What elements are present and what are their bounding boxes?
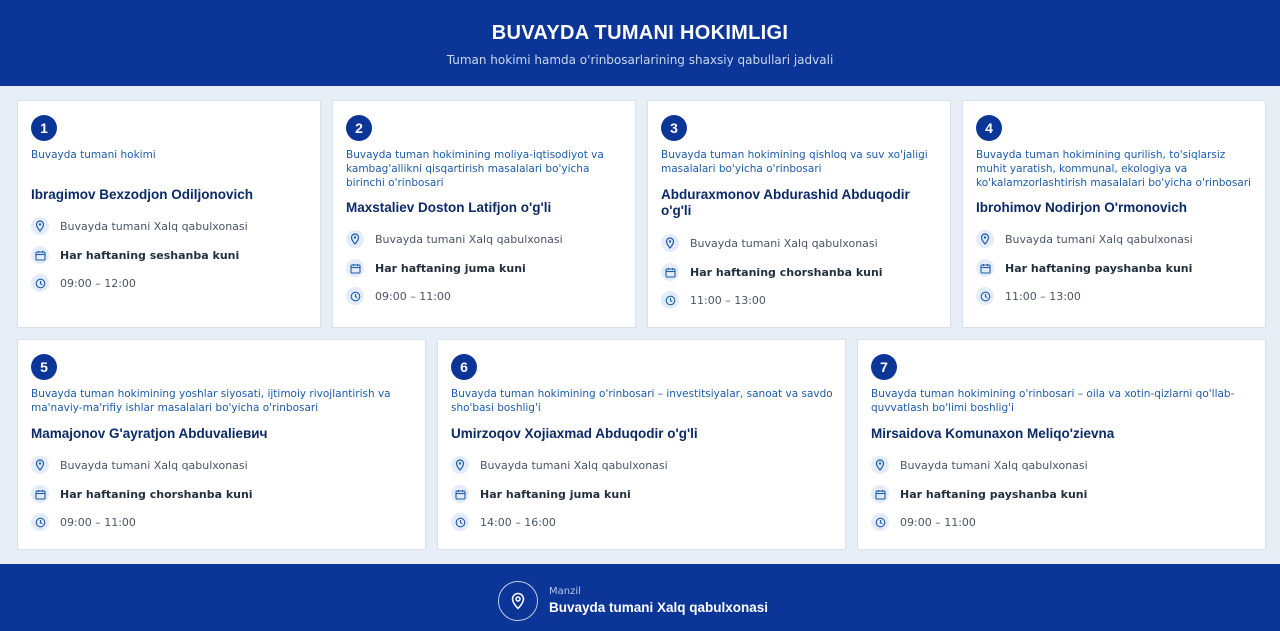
- official-name: Maxstaliev Doston Latifjon o'g'li: [346, 200, 552, 215]
- calendar-icon: [871, 485, 889, 503]
- location-row: [451, 456, 833, 474]
- card-number-badge: 1: [31, 115, 57, 141]
- clock-icon: [661, 291, 679, 309]
- calendar-icon: [976, 259, 994, 277]
- location-text: Buvayda tumani Xalq qabulxonasi: [900, 458, 1088, 472]
- page-footer: [0, 564, 1280, 631]
- day-row: [346, 259, 623, 277]
- time-text: 09:00 – 11:00: [60, 515, 136, 529]
- time-row: [346, 287, 623, 305]
- location-text: Buvayda tumani Xalq qabulxonasi: [60, 219, 248, 233]
- official-role: Buvayda tuman hokimining qurilish, to'siqlarsiz muhit yaratish, kommunal, ekologiya va ko'kalamzorlashtirish masalalari bo'yicha o'rinbosari: [976, 149, 1251, 189]
- clock-icon: [976, 287, 994, 305]
- time-text: 11:00 – 13:00: [1005, 289, 1081, 303]
- address-text: Buvayda tumani Xalq qabulxonasi: [549, 600, 769, 615]
- location-text: Buvayda tumani Xalq qabulxonasi: [60, 458, 248, 472]
- location-row: [31, 217, 308, 235]
- clock-icon: [346, 287, 364, 305]
- location-row: [871, 456, 1253, 474]
- page-header: [0, 0, 1280, 86]
- official-name: Ibragimov Bexzodjon Odiljonovich: [31, 187, 254, 202]
- day-row: [871, 485, 1253, 503]
- location-row: [346, 230, 623, 248]
- day-text: Har haftaning juma kuni: [375, 261, 526, 275]
- map-pin-icon: [498, 581, 538, 621]
- time-text: 14:00 – 16:00: [480, 515, 556, 529]
- official-role: Buvayda tuman hokimining o'rinbosari – oila va xotin-qizlarni qo'llab-quvvatlash bo'limi boshlig'i: [871, 388, 1235, 414]
- official-card: [332, 100, 636, 328]
- calendar-icon: [451, 485, 469, 503]
- map-pin-icon: [346, 230, 364, 248]
- official-card: [437, 339, 846, 550]
- official-card: [17, 100, 321, 328]
- official-role: Buvayda tuman hokimining qishloq va suv xo'jaligi masalalari bo'yicha o'rinbosari: [661, 149, 928, 175]
- day-row: [661, 263, 938, 281]
- card-number-badge: 3: [661, 115, 687, 141]
- clock-icon: [31, 513, 49, 531]
- time-row: [976, 287, 1253, 305]
- day-row: [976, 259, 1253, 277]
- time-row: [871, 513, 1253, 531]
- map-pin-icon: [976, 230, 994, 248]
- day-text: Har haftaning seshanba kuni: [60, 248, 240, 262]
- day-row: [31, 485, 413, 503]
- clock-icon: [31, 274, 49, 292]
- official-role: Buvayda tuman hokimining yoshlar siyosati, ijtimoiy rivojlantirish va ma'naviy-ma'rifiy ishlar masalalari bo'yicha o'rinbosari: [31, 388, 391, 414]
- map-pin-icon: [661, 234, 679, 252]
- time-text: 11:00 – 13:00: [690, 293, 766, 307]
- day-row: [451, 485, 833, 503]
- location-text: Buvayda tumani Xalq qabulxonasi: [480, 458, 668, 472]
- time-text: 09:00 – 11:00: [900, 515, 976, 529]
- time-text: 09:00 – 12:00: [60, 276, 136, 290]
- official-role: Buvayda tumani hokimi: [31, 149, 156, 161]
- location-row: [661, 234, 938, 252]
- location-text: Buvayda tumani Xalq qabulxonasi: [690, 236, 878, 250]
- official-name: Abduraxmonov Abdurashid Abduqodir o'g'li: [661, 187, 910, 218]
- location-text: Buvayda tumani Xalq qabulxonasi: [1005, 232, 1193, 246]
- official-card: [647, 100, 951, 328]
- card-number-badge: 6: [451, 354, 477, 380]
- official-card: [962, 100, 1266, 328]
- day-row: [31, 246, 308, 264]
- day-text: Har haftaning payshanba kuni: [1005, 261, 1193, 275]
- card-number-badge: 4: [976, 115, 1002, 141]
- time-row: [451, 513, 833, 531]
- location-row: [976, 230, 1253, 248]
- clock-icon: [451, 513, 469, 531]
- location-text: Buvayda tumani Xalq qabulxonasi: [375, 232, 563, 246]
- address-label: Manzil: [549, 586, 581, 597]
- day-text: Har haftaning chorshanba kuni: [60, 487, 253, 501]
- page-subtitle: Tuman hokimi hamda o'rinbosarlarining shaxsiy qabullari jadvali: [446, 53, 834, 67]
- official-role: Buvayda tuman hokimining o'rinbosari – investitsiyalar, sanoat va savdo sho'basi boshlig'i: [451, 388, 833, 414]
- official-name: Mamajonov G'ayratjon Abduvaliевич: [31, 426, 268, 441]
- map-pin-icon: [871, 456, 889, 474]
- official-name: Umirzoqov Xojiaxmad Abduqodir o'g'li: [451, 426, 698, 441]
- clock-icon: [871, 513, 889, 531]
- official-card: [17, 339, 426, 550]
- day-text: Har haftaning chorshanba kuni: [690, 265, 883, 279]
- official-name: Mirsaidova Komunaxon Meliqo'zievna: [871, 426, 1115, 441]
- time-row: [661, 291, 938, 309]
- official-role: Buvayda tuman hokimining moliya-iqtisodiyot va kambag'allikni qisqartirish masalalari bo'yicha birinchi o'rinbosari: [346, 149, 604, 189]
- map-pin-icon: [451, 456, 469, 474]
- map-pin-icon: [31, 217, 49, 235]
- time-row: [31, 274, 308, 292]
- day-text: Har haftaning juma kuni: [480, 487, 631, 501]
- calendar-icon: [661, 263, 679, 281]
- card-number-badge: 2: [346, 115, 372, 141]
- time-text: 09:00 – 11:00: [375, 289, 451, 303]
- card-number-badge: 5: [31, 354, 57, 380]
- calendar-icon: [31, 485, 49, 503]
- official-name: Ibrohimov Nodirjon O'rmonovich: [976, 200, 1187, 215]
- calendar-icon: [31, 246, 49, 264]
- official-card: [857, 339, 1266, 550]
- day-text: Har haftaning payshanba kuni: [900, 487, 1088, 501]
- card-number-badge: 7: [871, 354, 897, 380]
- time-row: [31, 513, 413, 531]
- calendar-icon: [346, 259, 364, 277]
- page-title: BUVAYDA TUMANI HOKIMLIGI: [491, 22, 789, 44]
- location-row: [31, 456, 413, 474]
- map-pin-icon: [31, 456, 49, 474]
